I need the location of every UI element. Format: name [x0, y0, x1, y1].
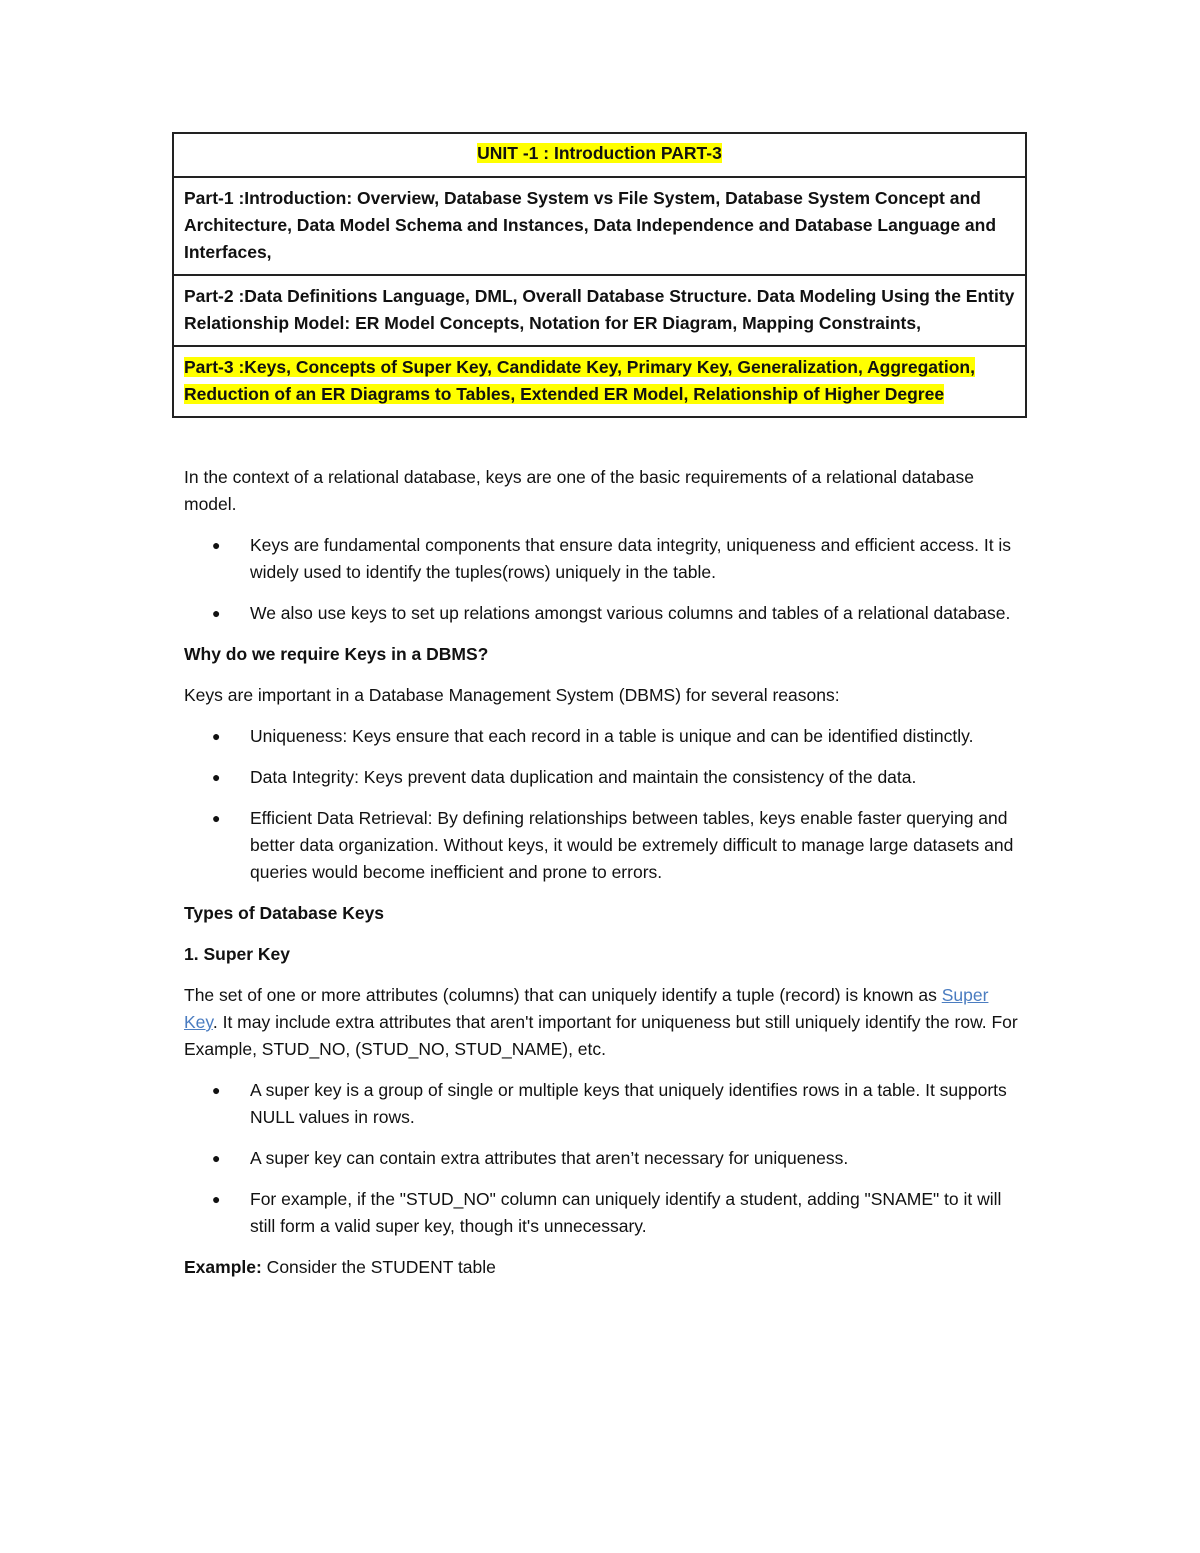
why-bullet-list	[184, 723, 1027, 886]
list-item-text: A super key can contain extra attributes that aren’t necessary for uniqueness.	[250, 1148, 849, 1168]
table-row	[173, 275, 1026, 346]
list-item	[184, 532, 1027, 586]
super-key-heading: 1. Super Key	[184, 944, 291, 964]
part2-cell: Part-2 :Data Definitions Language, DML, Overall Database Structure. Data Modeling Using the Entity Relationship Model: ER Model Concepts, Notation for ER Diagram, Mapping Constraints,	[173, 275, 1026, 346]
bullet-icon: ●	[212, 537, 221, 553]
part3-cell	[173, 346, 1026, 417]
list-item	[184, 1186, 1027, 1240]
super-key-text-after: . It may include extra attributes that aren't important for uniqueness but still uniquely identify the row. For Example, STUD_NO, (STUD_NO, STUD_NAME), etc.	[184, 1012, 1018, 1059]
example-text: Consider the STUDENT table	[261, 1257, 496, 1277]
table-row	[173, 133, 1026, 177]
list-item	[184, 1077, 1027, 1131]
list-item	[184, 764, 1027, 791]
bullet-icon: ●	[212, 810, 221, 826]
unit-title-cell	[173, 133, 1026, 177]
list-item-text: Efficient Data Retrieval: By defining relationships between tables, keys enable faster querying and better data organization. Without keys, it would be extremely difficult to manage large datasets and queries would become inefficient and prone to errors.	[250, 808, 1014, 882]
bullet-icon: ●	[212, 1191, 221, 1207]
table-row	[173, 177, 1026, 275]
list-item-text: For example, if the "STUD_NO" column can uniquely identify a student, adding "SNAME" to it will still form a valid super key, though it's unnecessary.	[250, 1189, 1002, 1236]
document-body	[172, 464, 1027, 1281]
list-item-text: Uniqueness: Keys ensure that each record in a table is unique and can be identified distinctly.	[250, 726, 974, 746]
super-key-paragraph	[184, 982, 1027, 1063]
types-heading: Types of Database Keys	[184, 903, 385, 923]
list-item	[184, 723, 1027, 750]
list-item	[184, 600, 1027, 627]
super-key-link[interactable]: Super Key	[184, 985, 989, 1032]
bullet-icon: ●	[212, 1150, 221, 1166]
document-page	[172, 132, 1027, 1295]
example-label: Example:	[184, 1257, 262, 1277]
part3-highlighted-text: Part-3 :Keys, Concepts of Super Key, Candidate Key, Primary Key, Generalization, Aggregation, Reduction of an ER Diagrams to Tables, Extended ER Model, Relationship of Higher Degree	[184, 357, 975, 404]
super-key-bullet-list	[184, 1077, 1027, 1240]
list-item	[184, 1145, 1027, 1172]
bullet-icon: ●	[212, 728, 221, 744]
list-item-text: We also use keys to set up relations amongst various columns and tables of a relational database.	[250, 603, 1011, 623]
intro-bullet-list	[184, 532, 1027, 627]
why-paragraph: Keys are important in a Database Management System (DBMS) for several reasons:	[184, 685, 840, 705]
example-paragraph	[184, 1254, 1027, 1281]
intro-paragraph: In the context of a relational database, keys are one of the basic requirements of a relational database model.	[184, 467, 974, 514]
unit-title: UNIT -1 : Introduction PART-3	[477, 143, 722, 163]
list-item-text: A super key is a group of single or multiple keys that uniquely identifies rows in a table. It supports NULL values in rows.	[250, 1080, 1007, 1127]
super-key-text-before: The set of one or more attributes (columns) that can uniquely identify a tuple (record) is known as	[184, 985, 942, 1005]
unit-overview-table	[172, 132, 1027, 418]
table-row	[173, 346, 1026, 417]
bullet-icon: ●	[212, 769, 221, 785]
list-item	[184, 805, 1027, 886]
bullet-icon: ●	[212, 1082, 221, 1098]
part1-cell: Part-1 :Introduction: Overview, Database System vs File System, Database System Concept and Architecture, Data Model Schema and Instances, Data Independence and Database Language and Interfaces,	[173, 177, 1026, 275]
why-heading: Why do we require Keys in a DBMS?	[184, 644, 489, 664]
list-item-text: Keys are fundamental components that ensure data integrity, uniqueness and efficient access. It is widely used to identify the tuples(rows) uniquely in the table.	[250, 535, 1012, 582]
list-item-text: Data Integrity: Keys prevent data duplication and maintain the consistency of the data.	[250, 767, 917, 787]
bullet-icon: ●	[212, 605, 221, 621]
